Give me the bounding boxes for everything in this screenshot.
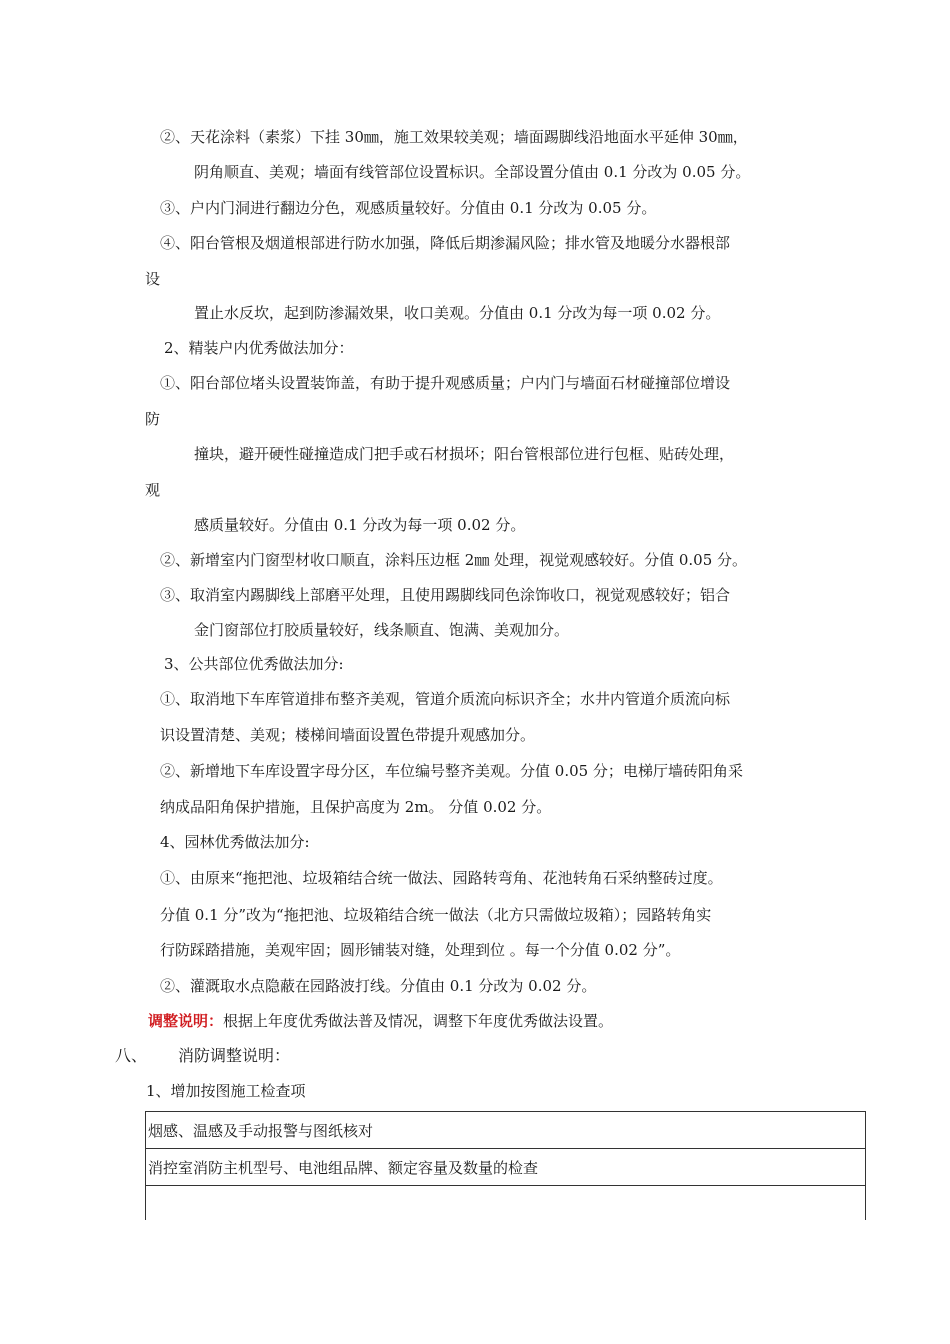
text-line: 金门窗部位打胶质量较好，线条顺直、饱满、美观加分。 [194, 621, 570, 639]
text-line: ③、取消室内踢脚线上部磨平处理，且使用踢脚线同色涂饰收口，视觉观感较好；铝合 [160, 586, 731, 604]
table-row [146, 1149, 866, 1186]
table-cell [146, 1186, 866, 1221]
subsection-title: 1、增加按图施工检查项 [146, 1082, 306, 1100]
text-line: 纳成品阳角保护措施，且保护高度为 2m。 分值 0.02 分。 [160, 798, 552, 816]
text-line: ③、户内门洞进行翻边分色，观感质量较好。分值由 0.1 分改为 0.05 分。 [160, 199, 657, 217]
text-line: 撞块，避开硬性碰撞造成门把手或石材损坏；阳台管根部位进行包框、贴砖处理， [194, 445, 735, 463]
subheading: 3、公共部位优秀做法加分: [164, 655, 344, 673]
text-line: 置止水反坎，起到防渗漏效果，收口美观。分值由 0.1 分改为每一项 0.02 分。 [194, 304, 721, 322]
text-line: ①、阳台部位堵头设置装饰盖，有助于提升观感质量；户内门与墙面石材碰撞部位增设 [160, 374, 731, 392]
subheading: 2、精装户内优秀做法加分： [164, 339, 354, 357]
text-line: ②、天花涂料（素浆）下挂 30㎜，施工效果较美观；墙面踢脚线沿地面水平延伸 30㎜， [160, 128, 748, 146]
table-row [146, 1112, 866, 1149]
text-line: 分值 0.1 分”改为“拖把池、垃圾箱结合统一做法（北方只需做垃圾箱）；园路转角实 [160, 906, 712, 924]
check-items-table [145, 1111, 866, 1220]
section-title: 消防调整说明： [178, 1046, 291, 1065]
text-line: 识设置清楚、美观；楼梯间墙面设置色带提升观感加分。 [160, 726, 536, 744]
subheading: 4、园林优秀做法加分: [160, 833, 310, 851]
adjustment-note [148, 1011, 613, 1031]
table-cell: 消控室消防主机型号、电池组品牌、额定容量及数量的检查 [146, 1149, 866, 1186]
text-line: 防 [145, 410, 161, 428]
table-row [146, 1186, 866, 1221]
adjustment-label: 调整说明： [148, 1012, 224, 1030]
text-line: 行防踩踏措施，美观牢固；圆形铺装对缝，处理到位 。每一个分值 0.02 分”。 [160, 941, 681, 959]
text-line: 感质量较好。分值由 0.1 分改为每一项 0.02 分。 [194, 516, 526, 534]
text-line: ②、灌溉取水点隐蔽在园路波打线。分值由 0.1 分改为 0.02 分。 [160, 977, 597, 995]
text-line: ①、由原来“拖把池、垃圾箱结合统一做法、园路转弯角、花池转角石采纳整砖过度。 [160, 869, 723, 887]
text-line: 观 [145, 481, 161, 499]
text-line: ④、阳台管根及烟道根部进行防水加强，降低后期渗漏风险；排水管及地暖分水器根部 [160, 234, 731, 252]
text-line: ②、新增地下车库设置字母分区，车位编号整齐美观。分值 0.05 分；电梯厅墙砖阳角采 [160, 762, 743, 780]
section-number: 八、 [115, 1046, 148, 1065]
text-line: 设 [145, 270, 161, 288]
table-cell: 烟感、温感及手动报警与图纸核对 [146, 1112, 866, 1149]
text-line: ②、新增室内门窗型材收口顺直，涂料压边框 2㎜ 处理，视觉观感较好。分值 0.05 分。 [160, 551, 748, 569]
adjustment-text: 根据上年度优秀做法普及情况，调整下年度优秀做法设置。 [223, 1012, 614, 1030]
text-line: 阴角顺直、美观；墙面有线管部位设置标识。全部设置分值由 0.1 分改为 0.05 分。 [194, 163, 751, 181]
text-line: ①、取消地下车库管道排布整齐美观，管道介质流向标识齐全；水井内管道介质流向标 [160, 690, 731, 708]
